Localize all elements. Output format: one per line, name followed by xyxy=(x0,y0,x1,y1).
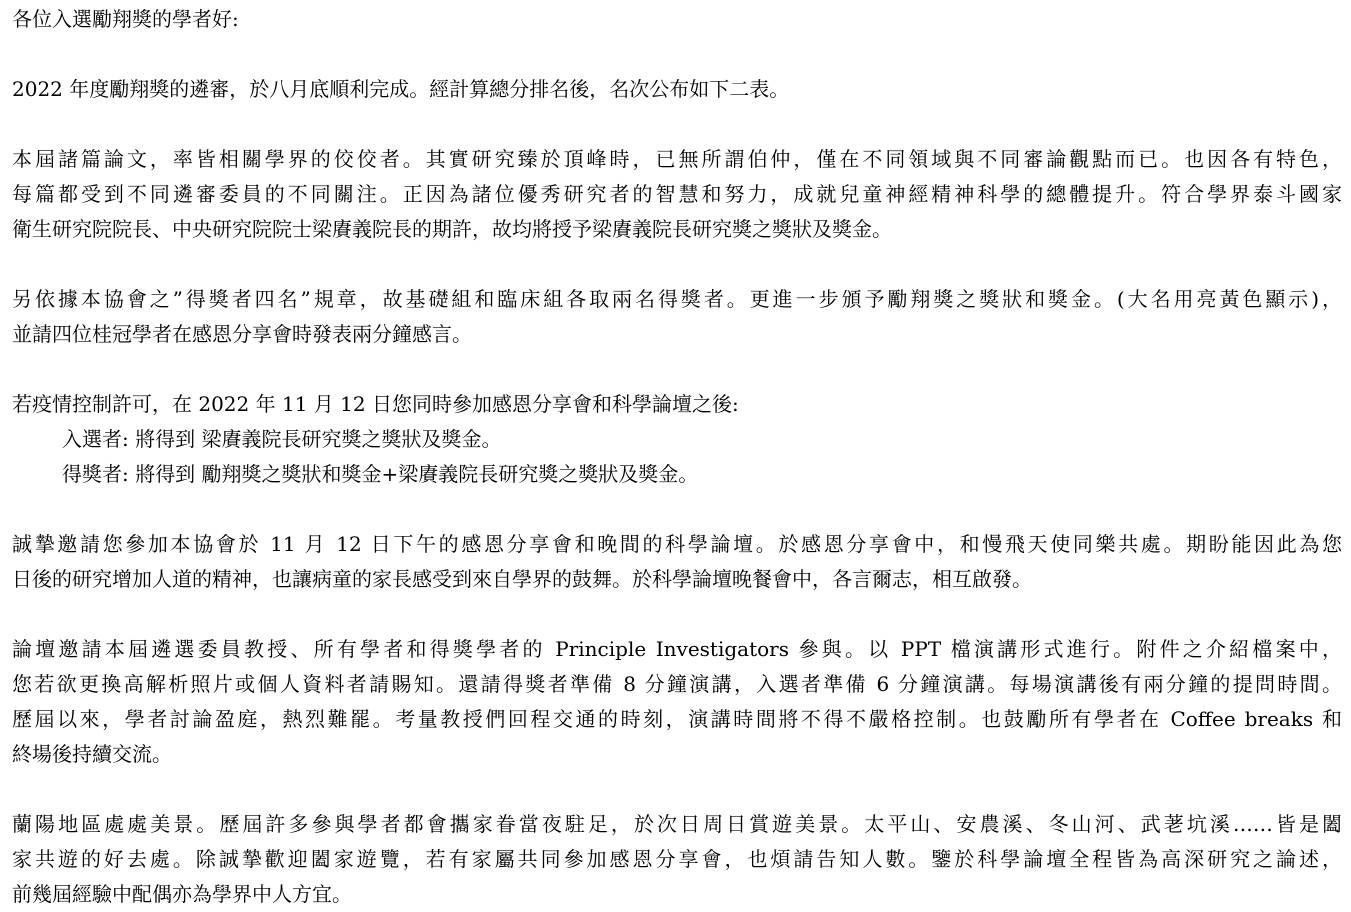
paragraph-line: 本屆諸篇論文，率皆相關學界的佼佼者。其實研究臻於頂峰時，已無所謂伯仲，僅在不同領域與不同審論觀點而已。也因各有特色， xyxy=(12,147,1342,171)
paragraph-line: 誠摯邀請您參加本協會於 11 月 12 日下午的感恩分享會和晚間的科學論壇。於感恩分享會中，和慢飛天使同樂共處。期盼能因此為您 xyxy=(12,532,1342,556)
paragraph-results-line: 2022 年度勵翔獎的遴審，於八月底順利完成。經計算總分排名後，名次公布如下二表。 xyxy=(12,77,790,101)
paragraph-forum xyxy=(12,632,1342,772)
blank-line xyxy=(12,352,1342,387)
blank-line xyxy=(12,107,1342,142)
blank-line xyxy=(12,492,1342,527)
winner-benefit-line: 得獎者: 將得到 勵翔獎之獎狀和獎金+梁賡義院長研究獎之獎狀及獎金。 xyxy=(62,462,699,486)
paragraph-line: 您若欲更換高解析照片或個人資料者請賜知。還請得獎者準備 8 分鐘演講，入選者準備 6 分鐘演講。每場演講後有兩分鐘的提問時間。 xyxy=(12,672,1342,696)
paragraph-papers xyxy=(12,142,1342,247)
blank-line xyxy=(12,247,1342,282)
paragraph-invitation xyxy=(12,527,1342,597)
paragraph-line: 蘭陽地區處處美景。歷屆許多參與學者都會攜家眷當夜駐足，於次日周日賞遊美景。太平山、安農溪、冬山河、武荖坑溪……皆是闔 xyxy=(12,812,1342,836)
paragraph-line: 家共遊的好去處。除誠摯歡迎闔家遊覽，若有家屬共同參加感恩分享會，也煩請告知人數。鑒於科學論壇全程皆為高深研究之論述， xyxy=(12,847,1342,871)
paragraph-line: 另依據本協會之”得獎者四名”規章，故基礎組和臨床組各取兩名得獎者。更進一步頒予勵翔獎之獎狀和獎金。(大名用亮黃色顯示)， xyxy=(12,287,1342,311)
paragraph-line: 論壇邀請本屆遴選委員教授、所有學者和得獎學者的 Principle Investigators 參與。以 PPT 檔演講形式進行。附件之介紹檔案中， xyxy=(12,637,1342,661)
paragraph-line: 並請四位桂冠學者在感恩分享會時發表兩分鐘感言。 xyxy=(12,322,472,346)
greeting: 各位入選勵翔獎的學者好: xyxy=(12,7,239,31)
paragraph-line: 前幾屆經驗中配偶亦為學界中人方宜。 xyxy=(12,882,352,906)
paragraph-conditions xyxy=(12,387,1342,492)
paragraph-line: 日後的研究增加人道的精神，也讓病童的家長感受到來自學界的鼓舞。於科學論壇晚餐會中，各言爾志，相互啟發。 xyxy=(12,567,1032,591)
paragraph-line: 衛生研究院院長、中央研究院院士梁賡義院長的期許，故均將授予梁賡義院長研究獎之獎狀及獎金。 xyxy=(12,217,892,241)
paragraph-line: 若疫情控制許可，在 2022 年 11 月 12 日您同時參加感恩分享會和科學論壇之後: xyxy=(12,392,739,416)
blank-line xyxy=(12,772,1342,807)
nominee-benefit-line: 入選者: 將得到 梁賡義院長研究獎之獎狀及獎金。 xyxy=(62,427,502,451)
paragraph-line: 每篇都受到不同遴審委員的不同關注。正因為諸位優秀研究者的智慧和努力，成就兒童神經精神科學的總體提升。符合學界泰斗國家 xyxy=(12,182,1342,206)
paragraph-line: 歷屆以來，學者討論盈庭，熱烈難罷。考量教授們回程交通的時刻，演講時間將不得不嚴格控制。也鼓勵所有學者在 Coffee breaks 和 xyxy=(12,707,1342,731)
blank-line xyxy=(12,597,1342,632)
paragraph-awardees xyxy=(12,282,1342,352)
letter-document xyxy=(12,0,1342,912)
blank-line xyxy=(12,37,1342,72)
paragraph-travel xyxy=(12,807,1342,912)
paragraph-line: 終場後持續交流。 xyxy=(12,742,172,766)
